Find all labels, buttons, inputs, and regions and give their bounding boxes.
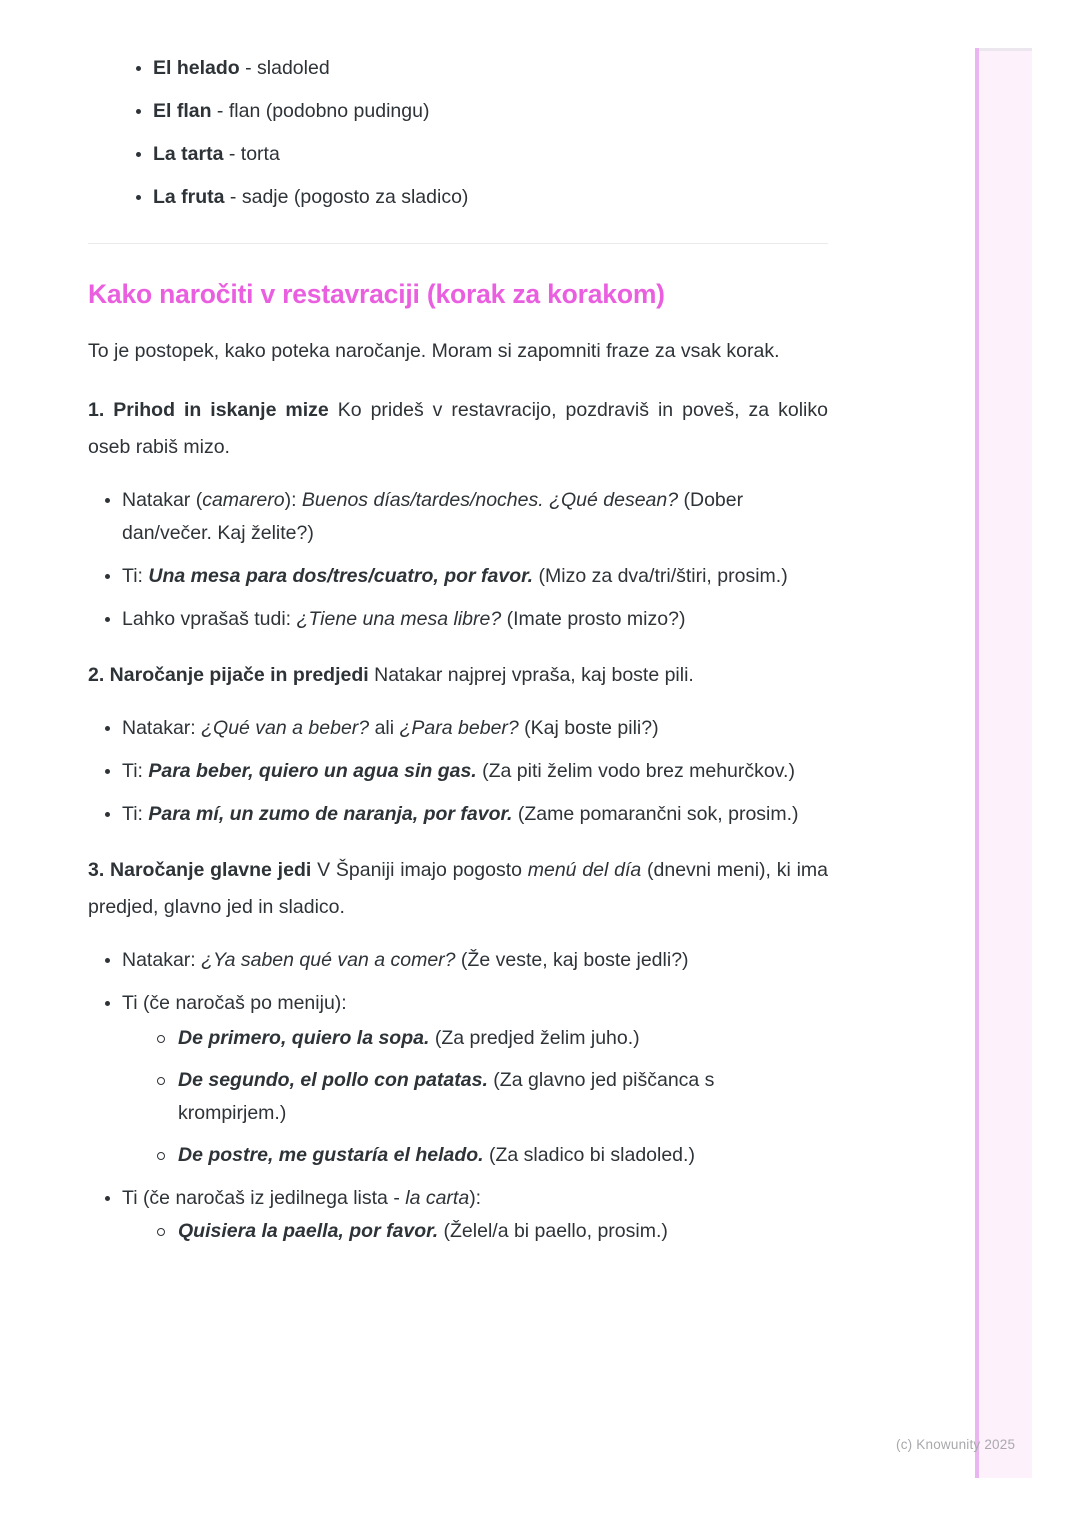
- bullet-translation: (Dober dan/večer. Kaj želite?): [122, 489, 744, 544]
- bullet-translation: (Imate prosto mizo?): [501, 608, 686, 630]
- spanish-phrase: ¿Tiene una mesa libre?: [296, 608, 502, 630]
- list-item: [119, 95, 828, 128]
- vocab-dash: -: [224, 186, 242, 208]
- vocab-definition: flan (podobno pudingu): [228, 100, 430, 122]
- list-item: [157, 1215, 828, 1248]
- spanish-phrase: De postre, me gustaría el helado.: [178, 1144, 484, 1166]
- step-3-title: 3. Naročanje glavne jedi: [88, 859, 312, 881]
- spanish-phrase: Para mí, un zumo de naranja, por favor.: [148, 803, 513, 825]
- list-item: [88, 603, 828, 636]
- bullet-translation: (Za predjed želim juho.): [429, 1027, 640, 1049]
- bullet-mid: ):: [469, 1187, 482, 1209]
- list-item: [88, 944, 828, 977]
- spanish-phrase: Quisiera la paella, por favor.: [178, 1220, 439, 1242]
- list-item: [88, 755, 828, 788]
- list-item: [157, 1139, 828, 1172]
- list-item: [119, 52, 828, 85]
- bullet-lead: Ti:: [122, 565, 149, 587]
- spanish-phrase: ¿Qué van a beber?: [201, 717, 370, 739]
- bullet-translation: (Mizo za dva/tri/štiri, prosim.): [533, 565, 788, 587]
- bullet-lead: Ti:: [122, 760, 149, 782]
- menu-order-sublist: [122, 1022, 828, 1172]
- list-item: [119, 138, 828, 171]
- bullet-lead: Ti (če naročaš iz jedilnega lista -: [122, 1187, 406, 1209]
- list-item: [88, 798, 828, 831]
- vocab-definition: sladoled: [257, 57, 330, 79]
- spanish-phrase: De segundo, el pollo con patatas.: [178, 1069, 488, 1091]
- vocab-term: La tarta: [153, 143, 224, 165]
- copyright-watermark: (c) Knowunity 2025: [896, 1437, 1016, 1452]
- bullet-translation: (Želel/a bi paello, prosim.): [438, 1220, 668, 1242]
- list-item: [88, 484, 828, 550]
- vocab-definition: sadje (pogosto za sladico): [241, 186, 469, 208]
- list-item: [88, 560, 828, 593]
- list-item: [119, 181, 828, 214]
- step-1-description: Ko prideš v restavracijo, pozdraviš in poveš, za koliko oseb rabiš mizo.: [88, 399, 828, 458]
- bullet-lead: Lahko vprašaš tudi:: [122, 608, 297, 630]
- bullet-translation: (Za piti želim vodo brez mehurčkov.): [476, 760, 795, 782]
- page-side-strip-edge: [975, 48, 979, 1478]
- vocab-term: La fruta: [153, 186, 225, 208]
- step-3-paragraph: [88, 852, 828, 926]
- step-2-paragraph: [88, 657, 828, 694]
- spanish-phrase: ¿Ya saben qué van a comer?: [201, 949, 456, 971]
- bullet-lead: Ti (če naročaš po meniju):: [122, 992, 347, 1014]
- dessert-vocabulary-list: [88, 52, 828, 214]
- bullet-mid: ):: [284, 489, 302, 511]
- spanish-term: camarero: [202, 489, 285, 511]
- spanish-phrase: Una mesa para dos/tres/cuatro, por favor.: [148, 565, 534, 587]
- spanish-term: menú del día: [527, 859, 642, 881]
- spanish-term: la carta: [405, 1187, 470, 1209]
- bullet-translation: (Že veste, kaj boste jedli?): [455, 949, 689, 971]
- list-item: [157, 1064, 828, 1130]
- document-content: [88, 0, 828, 1248]
- vocab-dash: -: [211, 100, 229, 122]
- spanish-phrase-alt: ¿Para beber?: [399, 717, 519, 739]
- bullet-lead: Natakar:: [122, 949, 202, 971]
- page-side-strip: [975, 48, 1032, 1478]
- list-item: [157, 1022, 828, 1055]
- step-3-description: V Španiji imajo pogosto menú del día (dnevni meni), ki ima predjed, glavno jed in sladico.: [88, 859, 829, 918]
- bullet-translation: (Zame pomarančni sok, prosim.): [512, 803, 799, 825]
- list-item: [88, 987, 828, 1172]
- list-item: [88, 1182, 828, 1248]
- step-1-paragraph: [88, 392, 828, 466]
- spanish-phrase: De primero, quiero la sopa.: [178, 1027, 430, 1049]
- bullet-translation: (Za sladico bi sladoled.): [483, 1144, 695, 1166]
- bullet-translation: (Kaj boste pili?): [518, 717, 659, 739]
- bullet-mid: ali: [369, 717, 400, 739]
- vocab-definition: torta: [240, 143, 280, 165]
- page-title: Kako naročiti v restavraciji (korak za korakom): [88, 279, 665, 309]
- bullet-lead: Ti:: [122, 803, 149, 825]
- step-2-title: 2. Naročanje pijače in predjedi: [88, 664, 369, 686]
- bullet-translation: (Za glavno jed piščanca s krompirjem.): [178, 1069, 715, 1124]
- section-divider: [88, 243, 828, 244]
- step-1-title: 1. Prihod in iskanje mize: [88, 399, 329, 421]
- vocab-dash: -: [239, 57, 258, 79]
- bullet-lead: Natakar:: [122, 717, 202, 739]
- step-3-bullets: [88, 944, 828, 1248]
- bullet-lead: Natakar (: [122, 489, 203, 511]
- spanish-phrase: Buenos días/tardes/noches. ¿Qué desean?: [301, 489, 679, 511]
- vocab-dash: -: [223, 143, 241, 165]
- spanish-phrase: Para beber, quiero un agua sin gas.: [148, 760, 477, 782]
- page-side-strip-top-line: [979, 48, 1032, 51]
- step-2-description: Natakar najprej vpraša, kaj boste pili.: [374, 664, 694, 686]
- step-1-bullets: [88, 484, 828, 636]
- intro-paragraph: To je postopek, kako poteka naročanje. Moram si zapomniti fraze za vsak korak.: [88, 340, 780, 362]
- vocab-term: El helado: [153, 57, 240, 79]
- vocab-term: El flan: [153, 100, 212, 122]
- list-item: [88, 712, 828, 745]
- carta-order-sublist: [122, 1215, 828, 1248]
- step-2-bullets: [88, 712, 828, 831]
